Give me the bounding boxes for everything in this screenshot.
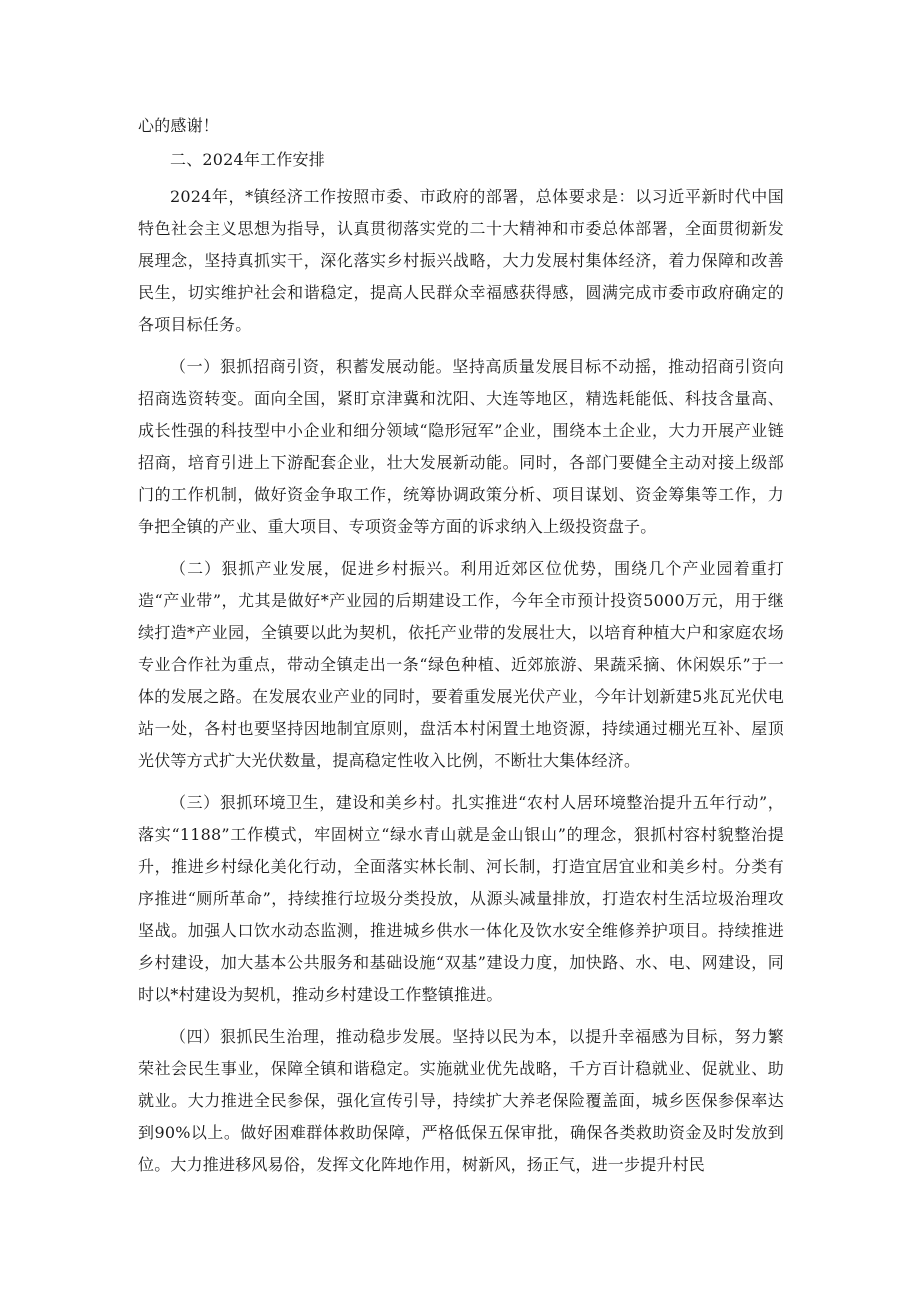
paragraph-investment: （一）狠抓招商引资，积蓄发展动能。坚持高质量发展目标不动摇，推动招商引资向招商选资转变。面向全国，紧盯京津冀和沈阳、大连等地区，精选耗能低、科技含量高、成长性强的科技型中小企业和细分领域“隐形冠军”企业，围绕本土企业，大力开展产业链招商，培育引进上下游配套企业，壮大发展新动能。同时，各部门要健全主动对接上级部门的工作机制，做好资金争取工作，统筹协调政策分析、项目谋划、资金筹集等工作，力争把全镇的产业、重大项目、专项资金等方面的诉求纳入上级投资盘子。: [138, 357, 784, 536]
section-heading: 二、2024年工作安排: [170, 150, 325, 169]
paragraph-environment: （三）狠抓环境卫生，建设和美乡村。扎实推进“农村人居环境整治提升五年行动”，落实“1188”工作模式，牢固树立“绿水青山就是金山银山”的理念，狠抓村容村貌整治提升，推进乡村绿化美化行动，全面落实林长制、河长制，打造宜居宜业和美乡村。分类有序推进“厕所革命”，持续推行垃圾分类投放，从源头减量排放，打造农村生活垃圾治理攻坚战。加强人口饮水动态监测，推进城乡供水一体化及饮水安全维修养护项目。持续推进乡村建设，加大基本公共服务和基础设施“双基”建设力度，加快路、水、电、网建设，同时以*村建设为契机，推动乡村建设工作整镇推进。: [138, 793, 784, 1004]
paragraph-overview: 2024年，*镇经济工作按照市委、市政府的部署，总体要求是：以习近平新时代中国特色社会主义思想为指导，认真贯彻落实党的二十大精神和市委总体部署，全面贯彻新发展理念，坚持真抓实干，深化落实乡村振兴战略，大力发展村集体经济，着力保障和改善民生，切实维护社会和谐稳定，提高人民群众幸福感获得感，圆满完成市委市政府确定的各项目标任务。: [138, 187, 784, 334]
opening-fragment: 心的感谢！: [138, 116, 220, 135]
document-body: [138, 113, 784, 1191]
paragraph-livelihood: （四）狠抓民生治理，推动稳步发展。坚持以民为本，以提升幸福感为目标，努力繁荣社会民生事业，保障全镇和谐稳定。实施就业优先战略，千方百计稳就业、促就业、助就业。大力推进全民参保，强化宣传引导，持续扩大养老保险覆盖面，城乡医保参保率达到90%以上。做好困难群体救助保障，严格低保五保审批，确保各类救助资金及时发放到位。大力推进移风易俗，发挥文化阵地作用，树新风，扬正气，进一步提升村民: [138, 1027, 784, 1174]
paragraph-industry: （二）狠抓产业发展，促进乡村振兴。利用近郊区位优势，围绕几个产业园着重打造“产业带”，尤其是做好*产业园的后期建设工作，今年全市预计投资5000万元，用于继续打造*产业园，全镇要以此为契机，依托产业带的发展壮大，以培育种植大户和家庭农场专业合作社为重点，带动全镇走出一条“绿色种植、近郊旅游、果蔬采摘、休闲娱乐”于一体的发展之路。在发展农业产业的同时，要着重发展光伏产业，今年计划新建5兆瓦光伏电站一处，各村也要坚持因地制宜原则，盘活本村闲置土地资源，持续通过棚光互补、屋顶光伏等方式扩大光伏数量，提高稳定性收入比例，不断壮大集体经济。: [138, 559, 784, 770]
